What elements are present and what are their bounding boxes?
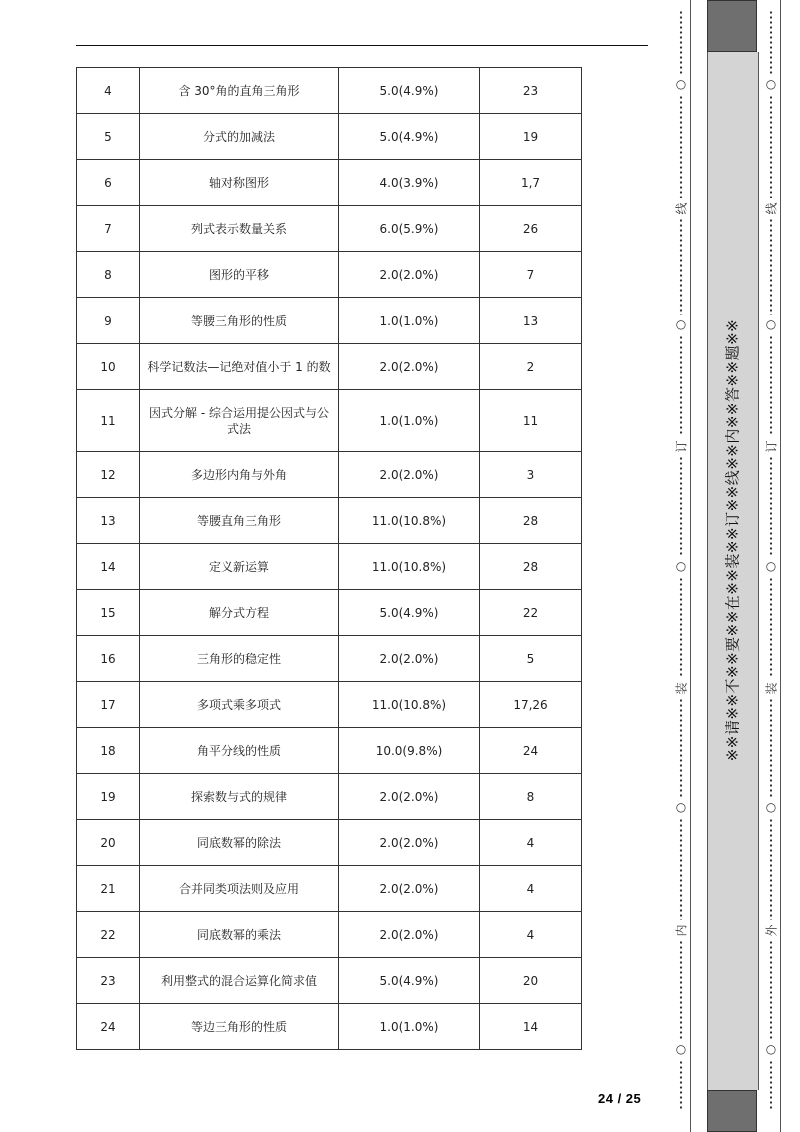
item-number-cell: 5 <box>480 636 582 682</box>
item-number-cell: 26 <box>480 206 582 252</box>
score-cell: 5.0(4.9%) <box>339 68 480 114</box>
inner-dotted-segment <box>674 95 688 198</box>
table-row <box>77 452 582 498</box>
row-number-cell: 11 <box>77 390 140 452</box>
outer-dotted-segment <box>764 818 778 920</box>
score-cell: 2.0(2.0%) <box>339 452 480 498</box>
page-number: 24 / 25 <box>598 1091 642 1106</box>
knowledge-point-cell: 因式分解 - 综合运用提公因式与公式法 <box>140 390 339 452</box>
table-row <box>77 958 582 1004</box>
table-row <box>77 1004 582 1050</box>
item-number-cell: 20 <box>480 958 582 1004</box>
score-cell: 11.0(10.8%) <box>339 498 480 544</box>
knowledge-point-cell: 等腰三角形的性质 <box>140 298 339 344</box>
table-row <box>77 206 582 252</box>
inner-dotted-segment <box>674 698 688 798</box>
outer-dotted-segment <box>764 95 778 198</box>
table-row <box>77 252 582 298</box>
item-number-cell: 3 <box>480 452 582 498</box>
score-cell: 5.0(4.9%) <box>339 114 480 160</box>
outer-dotted-segment <box>764 1060 778 1110</box>
knowledge-point-cell: 轴对称图形 <box>140 160 339 206</box>
inner-binding-line <box>674 0 694 1132</box>
row-number-cell: 15 <box>77 590 140 636</box>
table-row <box>77 68 582 114</box>
score-cell: 11.0(10.8%) <box>339 544 480 590</box>
binding-bottom-cap <box>707 1090 757 1132</box>
item-number-cell: 8 <box>480 774 582 820</box>
inner-circle-marker: ○ <box>675 559 687 573</box>
item-number-cell: 4 <box>480 820 582 866</box>
table-row <box>77 820 582 866</box>
score-cell: 2.0(2.0%) <box>339 866 480 912</box>
row-number-cell: 19 <box>77 774 140 820</box>
score-cell: 11.0(10.8%) <box>339 682 480 728</box>
knowledge-point-cell: 多项式乘多项式 <box>140 682 339 728</box>
outer-binding-label: 外 <box>764 924 779 937</box>
knowledge-point-cell: 含 30°角的直角三角形 <box>140 68 339 114</box>
item-number-cell: 24 <box>480 728 582 774</box>
outer-dotted-segment <box>764 10 778 75</box>
row-number-cell: 8 <box>77 252 140 298</box>
inner-circle-marker: ○ <box>675 317 687 331</box>
table-row <box>77 912 582 958</box>
row-number-cell: 18 <box>77 728 140 774</box>
outer-circle-marker: ○ <box>765 800 777 814</box>
item-number-cell: 4 <box>480 866 582 912</box>
inner-circle-marker: ○ <box>675 1042 687 1056</box>
row-number-cell: 22 <box>77 912 140 958</box>
row-number-cell: 20 <box>77 820 140 866</box>
row-number-cell: 6 <box>77 160 140 206</box>
score-cell: 5.0(4.9%) <box>339 590 480 636</box>
knowledge-point-cell: 解分式方程 <box>140 590 339 636</box>
inner-dotted-segment <box>674 218 688 315</box>
score-cell: 2.0(2.0%) <box>339 252 480 298</box>
inner-binding-label: 装 <box>674 682 689 695</box>
outer-binding-label: 订 <box>764 440 779 453</box>
knowledge-point-table <box>76 67 582 1050</box>
inner-binding-label: 订 <box>674 440 689 453</box>
score-cell: 1.0(1.0%) <box>339 390 480 452</box>
inner-dotted-segment <box>674 456 688 557</box>
table-row <box>77 298 582 344</box>
knowledge-point-cell: 等腰直角三角形 <box>140 498 339 544</box>
binding-warning-text: ※※请※※不※※要※※在※※装※※订※※线※※内※※答※※题※※ <box>723 318 742 762</box>
outer-dotted-segment <box>764 940 778 1040</box>
outer-dotted-segment <box>764 577 778 678</box>
knowledge-point-cell: 等边三角形的性质 <box>140 1004 339 1050</box>
item-number-cell: 28 <box>480 544 582 590</box>
knowledge-point-cell: 同底数幂的除法 <box>140 820 339 866</box>
row-number-cell: 9 <box>77 298 140 344</box>
score-cell: 6.0(5.9%) <box>339 206 480 252</box>
item-number-cell: 2 <box>480 344 582 390</box>
item-number-cell: 19 <box>480 114 582 160</box>
item-number-cell: 17,26 <box>480 682 582 728</box>
table-row <box>77 544 582 590</box>
score-cell: 5.0(4.9%) <box>339 958 480 1004</box>
inner-binding-rule <box>690 0 691 1132</box>
inner-dotted-segment <box>674 335 688 436</box>
score-cell: 2.0(2.0%) <box>339 636 480 682</box>
score-cell: 1.0(1.0%) <box>339 298 480 344</box>
knowledge-point-cell: 三角形的稳定性 <box>140 636 339 682</box>
item-number-cell: 4 <box>480 912 582 958</box>
row-number-cell: 5 <box>77 114 140 160</box>
row-number-cell: 17 <box>77 682 140 728</box>
knowledge-point-cell: 分式的加减法 <box>140 114 339 160</box>
knowledge-point-cell: 合并同类项法则及应用 <box>140 866 339 912</box>
header-rule <box>76 45 648 46</box>
row-number-cell: 10 <box>77 344 140 390</box>
row-number-cell: 21 <box>77 866 140 912</box>
knowledge-point-cell: 科学记数法—记绝对值小于 1 的数 <box>140 344 339 390</box>
item-number-cell: 22 <box>480 590 582 636</box>
outer-circle-marker: ○ <box>765 77 777 91</box>
knowledge-point-cell: 图形的平移 <box>140 252 339 298</box>
row-number-cell: 13 <box>77 498 140 544</box>
table-row <box>77 390 582 452</box>
outer-dotted-segment <box>764 218 778 315</box>
row-number-cell: 4 <box>77 68 140 114</box>
table-row <box>77 498 582 544</box>
row-number-cell: 14 <box>77 544 140 590</box>
inner-circle-marker: ○ <box>675 800 687 814</box>
table-row <box>77 866 582 912</box>
outer-circle-marker: ○ <box>765 559 777 573</box>
knowledge-point-cell: 利用整式的混合运算化简求值 <box>140 958 339 1004</box>
outer-circle-marker: ○ <box>765 317 777 331</box>
inner-dotted-segment <box>674 577 688 678</box>
binding-top-cap <box>707 0 757 52</box>
inner-circle-marker: ○ <box>675 77 687 91</box>
outer-binding-label: 线 <box>764 202 779 215</box>
score-cell: 10.0(9.8%) <box>339 728 480 774</box>
score-cell: 2.0(2.0%) <box>339 774 480 820</box>
inner-dotted-segment <box>674 10 688 75</box>
row-number-cell: 16 <box>77 636 140 682</box>
inner-dotted-segment <box>674 1060 688 1110</box>
score-cell: 4.0(3.9%) <box>339 160 480 206</box>
table-row <box>77 682 582 728</box>
outer-circle-marker: ○ <box>765 1042 777 1056</box>
item-number-cell: 28 <box>480 498 582 544</box>
inner-binding-label: 线 <box>674 202 689 215</box>
outer-binding-line <box>764 0 784 1132</box>
inner-dotted-segment <box>674 818 688 920</box>
table-row <box>77 160 582 206</box>
knowledge-point-cell: 定义新运算 <box>140 544 339 590</box>
item-number-cell: 13 <box>480 298 582 344</box>
row-number-cell: 7 <box>77 206 140 252</box>
inner-dotted-segment <box>674 940 688 1040</box>
knowledge-point-cell: 多边形内角与外角 <box>140 452 339 498</box>
outer-dotted-segment <box>764 698 778 798</box>
row-number-cell: 12 <box>77 452 140 498</box>
knowledge-point-cell: 探索数与式的规律 <box>140 774 339 820</box>
knowledge-point-cell: 角平分线的性质 <box>140 728 339 774</box>
score-cell: 2.0(2.0%) <box>339 344 480 390</box>
row-number-cell: 23 <box>77 958 140 1004</box>
table-row <box>77 774 582 820</box>
table-row <box>77 114 582 160</box>
item-number-cell: 14 <box>480 1004 582 1050</box>
outer-binding-rule <box>780 0 781 1132</box>
outer-binding-label: 装 <box>764 682 779 695</box>
item-number-cell: 23 <box>480 68 582 114</box>
item-number-cell: 11 <box>480 390 582 452</box>
table-row <box>77 344 582 390</box>
knowledge-point-cell: 列式表示数量关系 <box>140 206 339 252</box>
item-number-cell: 1,7 <box>480 160 582 206</box>
score-cell: 2.0(2.0%) <box>339 820 480 866</box>
knowledge-point-cell: 同底数幂的乘法 <box>140 912 339 958</box>
table-row <box>77 636 582 682</box>
score-cell: 1.0(1.0%) <box>339 1004 480 1050</box>
item-number-cell: 7 <box>480 252 582 298</box>
row-number-cell: 24 <box>77 1004 140 1050</box>
inner-binding-label: 内 <box>674 924 689 937</box>
score-cell: 2.0(2.0%) <box>339 912 480 958</box>
outer-dotted-segment <box>764 456 778 557</box>
table-row <box>77 728 582 774</box>
table-row <box>77 590 582 636</box>
outer-dotted-segment <box>764 335 778 436</box>
